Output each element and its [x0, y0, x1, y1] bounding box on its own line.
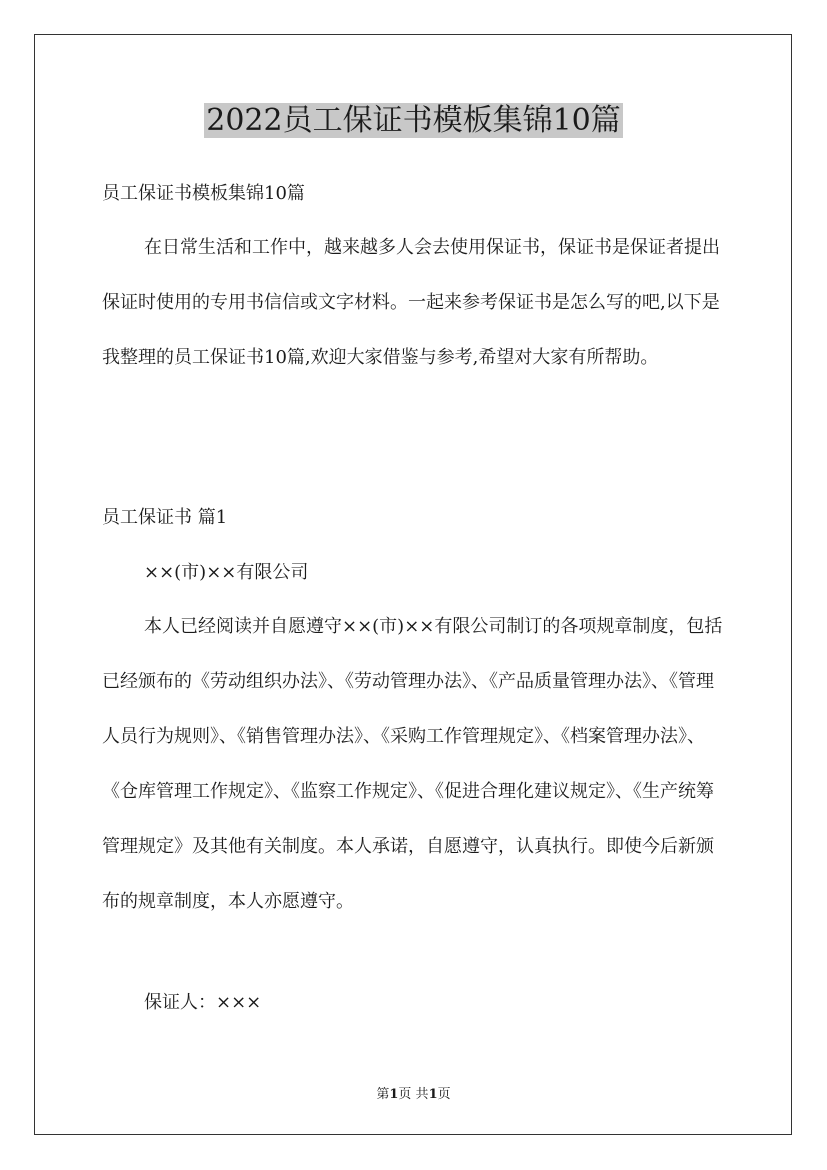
page-footer: 第1页 共1页	[376, 1087, 451, 1102]
section-heading: 员工保证书 篇1	[102, 507, 228, 528]
intro-paragraph: 在日常生活和工作中，越来越多人会去使用保证书，保证书是保证者提出保证时使用的专用书信信或文字材料。一起来参考保证书是怎么写的吧,以下是我整理的员工保证书10篇,欢迎大家借鉴与参考,希望对大家有所帮助。	[102, 237, 720, 368]
page-total: 1	[428, 1087, 438, 1102]
body-paragraph: 本人已经阅读并自愿遵守××(市)××有限公司制订的各项规章制度，包括已经颁布的《劳动组织办法》、《劳动管理办法》、《产品质量管理办法》、《管理人员行为规则》、《销售管理办法》、《采购工作管理规定》、《档案管理办法》、《仓库管理工作规定》、《监察工作规定》、《促进合理化建议规定》、《生产统筹管理规定》及其他有关制度。本人承诺，自愿遵守，认真执行。即使今后新颁布的规章制度，本人亦愿遵守。	[102, 616, 723, 912]
document-title	[0, 100, 827, 142]
title-text: 2022员工保证书模板集锦10篇	[206, 103, 621, 138]
signature-line: 保证人：×××	[144, 992, 262, 1013]
subtitle: 员工保证书模板集锦10篇	[102, 183, 305, 204]
company-line: ××(市)××有限公司	[144, 562, 309, 583]
page-number: 1	[389, 1087, 399, 1102]
